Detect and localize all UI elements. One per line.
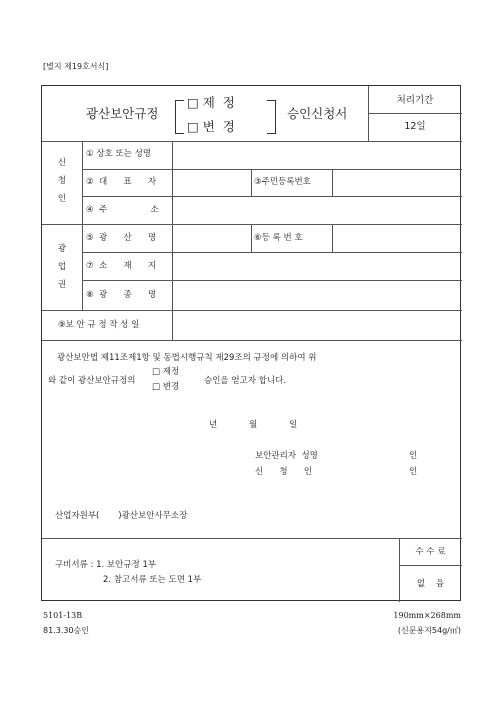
divider (251, 169, 252, 196)
right-bracket (267, 100, 276, 134)
signature-manager-label: 보안관리자 성명 (255, 451, 318, 461)
title-suffix: 승인신청서 (287, 106, 348, 121)
form-number: [별지 제19호서식] (43, 62, 109, 71)
divider (368, 113, 462, 114)
field-resident-number-value[interactable] (333, 170, 462, 195)
processing-period-value: 12일 (404, 121, 426, 132)
applicant-group-char: 신 (57, 158, 67, 168)
fee-value: 없 음 (416, 579, 445, 589)
recipient: 산업자원부( )광산보안사무소장 (55, 511, 188, 521)
statement-option-change: □ 변경 (152, 382, 180, 392)
mining-group-char: 권 (57, 280, 67, 290)
field-name-value[interactable] (173, 142, 462, 168)
date-month-label: 월 (249, 420, 258, 430)
field-label-mine-name: ⑤ 광 산 명 (86, 233, 157, 243)
title-option-change: □ 변 경 (187, 119, 235, 134)
seal-mark: 인 (409, 467, 418, 477)
seal-mark: 인 (409, 451, 418, 461)
field-representative-value[interactable] (173, 170, 250, 195)
divider (42, 340, 462, 341)
field-location-value[interactable] (173, 253, 462, 279)
date-day-label: 일 (289, 420, 298, 430)
paper-type: (신문용지54g/㎡) (397, 626, 461, 635)
field-mine-name-value[interactable] (173, 225, 250, 251)
divider (368, 86, 369, 141)
required-documents-item2: 2. 참고서류 또는 도면 1부 (103, 575, 202, 585)
title-option-establish: □ 제 정 (187, 95, 235, 110)
statement-line2-after: 승인을 얻고자 합니다. (204, 376, 287, 386)
applicant-group-char: 인 (57, 194, 67, 204)
required-documents-label: 구비서류 : 1. 보안규정 1부 (55, 560, 157, 570)
field-security-date-value[interactable] (173, 311, 462, 339)
field-label-name: ① 상호 또는 성명 (86, 149, 151, 159)
form-code: 5101-13B (43, 611, 83, 620)
field-label-location: ⑦ 소 재 지 (86, 261, 157, 271)
field-label-representative: ② 대 표 자 (86, 177, 157, 187)
paper-size: 190mm×268mm (393, 611, 461, 620)
fee-label: 수 수 료 (415, 547, 446, 557)
left-bracket (175, 100, 184, 134)
application-form (41, 85, 461, 601)
field-address-value[interactable] (173, 197, 462, 223)
applicant-group-char: 청 (57, 176, 67, 186)
mining-group-char: 광 (57, 244, 67, 254)
title-prefix: 광산보안규정 (86, 106, 159, 121)
field-registration-number-value[interactable] (333, 225, 462, 251)
statement-line1: 광산보안법 제11조제1항 및 동법시행규칙 제29조의 규정에 의하여 위 (57, 353, 317, 363)
divider (251, 224, 252, 252)
statement-option-establish: □ 제정 (152, 367, 180, 377)
field-label-address: ④ 주 소 (86, 205, 159, 215)
divider (82, 141, 83, 310)
field-mineral-type-value[interactable] (173, 281, 462, 309)
field-label-security-date: ⑨보 안 규 정 작 성 일 (58, 320, 140, 330)
processing-period-label: 처리기간 (396, 95, 434, 106)
signature-applicant-label: 신 청 인 (255, 467, 313, 477)
field-label-resident-number: ③주민등록번호 (254, 177, 311, 187)
statement-line2-before: 와 같이 광산보안규정의 (48, 376, 136, 386)
mining-group-char: 업 (57, 262, 67, 272)
field-label-mineral-type: ⑧ 광 종 명 (86, 290, 157, 300)
approval-date: 81.3.30승인 (43, 626, 89, 635)
divider (399, 565, 462, 566)
date-year-label: 년 (209, 420, 218, 430)
field-label-registration-number: ⑥등 록 번 호 (254, 233, 303, 243)
